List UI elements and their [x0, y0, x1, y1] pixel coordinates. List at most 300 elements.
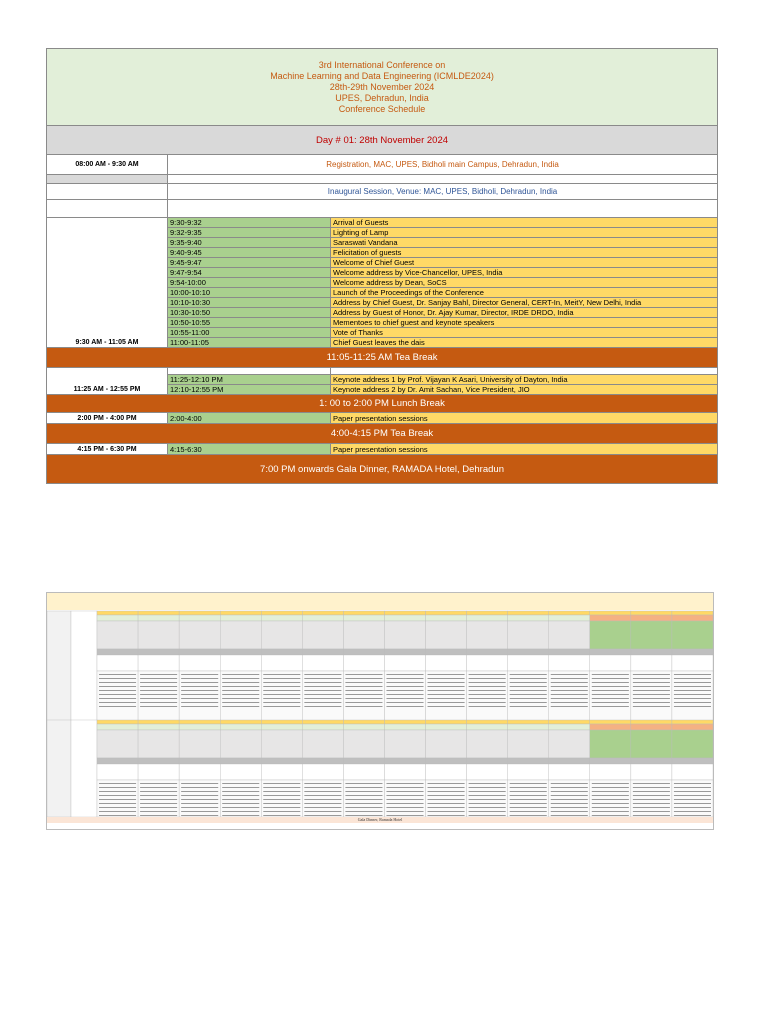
paper-session-1-time: 2:00 PM - 4:00 PM: [47, 413, 168, 424]
mini-paper-id: [99, 803, 136, 804]
mini-paper-id: [469, 686, 506, 687]
mini-paper-id: [140, 787, 177, 788]
mini-room-block: [549, 621, 590, 649]
mini-blank-row: [220, 764, 261, 780]
keynote-time: 11:25 AM - 12:55 PM: [47, 368, 168, 395]
registration-text: Registration, MAC, UPES, Bidholi main Campus, Dehradun, India: [168, 155, 718, 175]
mini-blank-row: [343, 655, 384, 671]
mini-chair-row: [508, 615, 549, 621]
mini-paper-id: [510, 783, 547, 784]
mini-paper-id: [345, 702, 382, 703]
mini-session-head: [261, 720, 302, 724]
mini-blank-row: [590, 655, 631, 671]
mini-chair-row: [631, 724, 672, 730]
mini-session-head: [220, 720, 261, 724]
mini-paper-id: [181, 694, 218, 695]
mini-session-head: [97, 611, 138, 615]
mini-paper-id: [304, 787, 341, 788]
mini-session-head: [343, 720, 384, 724]
mini-paper-id: [386, 783, 423, 784]
mini-paper-id: [674, 698, 711, 699]
mini-room-row: [220, 649, 261, 655]
mini-paper-id: [633, 815, 670, 816]
mini-room-row: [97, 649, 138, 655]
mini-chair-row: [220, 724, 261, 730]
mini-paper-id: [140, 799, 177, 800]
mini-chair-row: [590, 615, 631, 621]
mini-paper-id: [222, 686, 259, 687]
mini-room-block: [508, 621, 549, 649]
paper-session-1-activity: Paper presentation sessions: [331, 413, 718, 424]
mini-paper-id: [469, 702, 506, 703]
mini-paper-id: [304, 783, 341, 784]
mini-room-block: [343, 621, 384, 649]
mini-room-block: [138, 621, 179, 649]
mini-paper-id: [633, 787, 670, 788]
mini-paper-id: [263, 682, 300, 683]
mini-paper-id: [140, 706, 177, 707]
mini-paper-id: [345, 787, 382, 788]
inaugural-activity: Address by Chief Guest, Dr. Sanjay Bahl, Director General, CERT-In, MeitY, New Delhi, India: [331, 298, 718, 308]
mini-paper-id: [674, 690, 711, 691]
mini-paper-id: [140, 807, 177, 808]
mini-paper-id: [551, 783, 588, 784]
mini-paper-id: [592, 807, 629, 808]
mini-page-gala: Gala Dinner, Ramada Hotel: [47, 817, 713, 823]
mini-paper-id: [428, 706, 465, 707]
mini-paper-id: [263, 694, 300, 695]
mini-paper-id: [469, 803, 506, 804]
inaugural-slot: 9:54-10:00: [168, 278, 331, 288]
mini-paper-id: [345, 706, 382, 707]
mini-paper-id: [304, 702, 341, 703]
mini-session-head: [590, 611, 631, 615]
mini-session-head: [426, 611, 467, 615]
spacer-cell: [47, 200, 168, 218]
inaugural-activity: Saraswati Vandana: [331, 238, 718, 248]
mini-blank-row: [426, 764, 467, 780]
paper-session-2-slot: 4:15-6:30: [168, 444, 331, 455]
mini-paper-id: [345, 807, 382, 808]
mini-paper-id: [674, 803, 711, 804]
inaugural-time: 9:30 AM - 11:05 AM: [47, 218, 168, 348]
mini-paper-id: [674, 694, 711, 695]
header-line-5: Conference Schedule: [338, 103, 426, 114]
mini-paper-id: [222, 674, 259, 675]
mini-paper-id: [140, 815, 177, 816]
mini-paper-id: [222, 698, 259, 699]
mini-time-col: [47, 611, 71, 721]
mini-blank-row: [138, 655, 179, 671]
mini-paper-id: [99, 799, 136, 800]
mini-paper-id: [674, 811, 711, 812]
mini-paper-id: [592, 678, 629, 679]
mini-paper-id: [428, 803, 465, 804]
mini-paper-id: [263, 674, 300, 675]
mini-paper-id: [99, 815, 136, 816]
lunch-break: 1: 00 to 2:00 PM Lunch Break: [47, 395, 718, 413]
mini-paper-id: [263, 678, 300, 679]
mini-room-block: [261, 621, 302, 649]
mini-paper-id: [633, 694, 670, 695]
paper-session-2-time: 4:15 PM - 6:30 PM: [47, 444, 168, 455]
mini-paper-id: [263, 686, 300, 687]
inaugural-activity: Lighting of Lamp: [331, 228, 718, 238]
mini-label-col: [71, 611, 97, 721]
mini-paper-id: [428, 783, 465, 784]
mini-paper-id: [99, 807, 136, 808]
paper-session-2-activity: Paper presentation sessions: [331, 444, 718, 455]
mini-session-head: [631, 720, 672, 724]
mini-label-col: [71, 720, 97, 817]
mini-paper-id: [263, 803, 300, 804]
mini-paper-id: [386, 807, 423, 808]
inaugural-slot: 10:30-10:50: [168, 308, 331, 318]
mini-chair-row: [343, 724, 384, 730]
mini-paper-id: [304, 791, 341, 792]
mini-room-row: [631, 649, 672, 655]
mini-room-row: [343, 649, 384, 655]
mini-paper-id: [263, 783, 300, 784]
mini-blank-row: [261, 655, 302, 671]
mini-blank-row: [97, 764, 138, 780]
mini-paper-id: [181, 799, 218, 800]
mini-chair-row: [384, 724, 425, 730]
mini-session-head: [549, 720, 590, 724]
mini-paper-id: [181, 674, 218, 675]
mini-paper-id: [428, 799, 465, 800]
mini-paper-id: [551, 698, 588, 699]
mini-paper-id: [222, 795, 259, 796]
mini-chair-row: [97, 724, 138, 730]
mini-paper-id: [469, 690, 506, 691]
mini-paper-id: [551, 694, 588, 695]
mini-room-block: [302, 730, 343, 758]
mini-room-row: [261, 649, 302, 655]
mini-paper-id: [304, 678, 341, 679]
mini-session-head: [302, 720, 343, 724]
mini-chair-row: [467, 724, 508, 730]
mini-paper-id: [428, 702, 465, 703]
mini-paper-id: [633, 686, 670, 687]
inaugural-slot: 10:50-10:55: [168, 318, 331, 328]
mini-paper-id: [181, 783, 218, 784]
inaugural-activity: Address by Guest of Honor, Dr. Ajay Kumar, Director, IRDE DRDO, India: [331, 308, 718, 318]
mini-paper-id: [345, 791, 382, 792]
mini-paper-id: [510, 698, 547, 699]
mini-paper-id: [140, 783, 177, 784]
inaugural-slot: 10:10-10:30: [168, 298, 331, 308]
mini-chair-row: [261, 615, 302, 621]
header-line-3: 28th-29th November 2024: [329, 81, 435, 92]
mini-paper-id: [140, 686, 177, 687]
mini-paper-id: [428, 787, 465, 788]
mini-room-row: [302, 649, 343, 655]
mini-blank-row: [631, 764, 672, 780]
inaugural-slot: 9:30-9:32: [168, 218, 331, 228]
mini-paper-id: [674, 795, 711, 796]
mini-room-row: [426, 649, 467, 655]
spacer-cell: [168, 368, 331, 375]
mini-blank-row: [672, 655, 713, 671]
inaugural-activity: Welcome of Chief Guest: [331, 258, 718, 268]
mini-paper-id: [345, 811, 382, 812]
mini-paper-id: [674, 783, 711, 784]
mini-paper-id: [428, 678, 465, 679]
mini-paper-id: [222, 690, 259, 691]
mini-paper-id: [469, 799, 506, 800]
mini-paper-id: [551, 791, 588, 792]
mini-chair-row: [631, 615, 672, 621]
mini-paper-id: [304, 811, 341, 812]
mini-paper-id: [592, 698, 629, 699]
mini-blank-row: [508, 655, 549, 671]
mini-paper-id: [263, 791, 300, 792]
mini-blank-row: [672, 764, 713, 780]
mini-paper-id: [140, 690, 177, 691]
mini-chair-row: [549, 615, 590, 621]
mini-paper-id: [633, 799, 670, 800]
mini-paper-id: [386, 674, 423, 675]
mini-paper-id: [263, 807, 300, 808]
mini-paper-id: [551, 811, 588, 812]
mini-paper-id: [428, 690, 465, 691]
keynote-activity: Keynote address 2 by Dr. Amit Sachan, Vice President, JIO: [331, 385, 718, 395]
mini-paper-id: [181, 706, 218, 707]
mini-blank-row: [179, 655, 220, 671]
mini-paper-id: [222, 678, 259, 679]
mini-paper-id: [551, 815, 588, 816]
mini-blank-row: [631, 655, 672, 671]
mini-blank-row: [261, 764, 302, 780]
mini-blank-row: [343, 764, 384, 780]
mini-chair-row: [590, 724, 631, 730]
mini-paper-id: [304, 815, 341, 816]
mini-room-row: [138, 649, 179, 655]
mini-paper-id: [469, 694, 506, 695]
mini-session-head: [508, 720, 549, 724]
mini-paper-id: [99, 690, 136, 691]
mini-paper-id: [99, 686, 136, 687]
mini-room-row: [426, 758, 467, 764]
mini-paper-id: [633, 678, 670, 679]
mini-paper-id: [304, 686, 341, 687]
mini-paper-id: [428, 698, 465, 699]
mini-room-row: [467, 649, 508, 655]
mini-paper-id: [304, 698, 341, 699]
mini-paper-id: [510, 694, 547, 695]
mini-chair-row: [179, 724, 220, 730]
mini-paper-id: [428, 791, 465, 792]
inaugural-slot: 9:47-9:54: [168, 268, 331, 278]
mini-paper-id: [551, 787, 588, 788]
header-line-1: 3rd International Conference on: [318, 59, 446, 70]
mini-chair-row: [220, 615, 261, 621]
mini-paper-id: [181, 698, 218, 699]
mini-room-block: [590, 730, 631, 758]
mini-room-row: [549, 649, 590, 655]
mini-paper-id: [99, 787, 136, 788]
mini-room-block: [467, 621, 508, 649]
mini-paper-id: [469, 815, 506, 816]
mini-chair-row: [384, 615, 425, 621]
mini-room-block: [97, 621, 138, 649]
mini-chair-row: [467, 615, 508, 621]
mini-room-row: [467, 758, 508, 764]
mini-session-head: [138, 720, 179, 724]
mini-paper-id: [386, 815, 423, 816]
mini-paper-id: [633, 807, 670, 808]
mini-paper-id: [140, 678, 177, 679]
mini-paper-id: [181, 803, 218, 804]
mini-paper-id: [510, 690, 547, 691]
mini-paper-id: [674, 787, 711, 788]
mini-paper-id: [428, 686, 465, 687]
mini-paper-id: [428, 815, 465, 816]
mini-paper-id: [551, 702, 588, 703]
mini-paper-id: [592, 706, 629, 707]
mini-room-block: [590, 621, 631, 649]
mini-paper-id: [222, 791, 259, 792]
mini-paper-id: [140, 702, 177, 703]
mini-paper-id: [181, 690, 218, 691]
mini-room-row: [590, 649, 631, 655]
mini-paper-id: [386, 686, 423, 687]
mini-paper-id: [674, 815, 711, 816]
mini-paper-id: [345, 690, 382, 691]
mini-session-head: [672, 611, 713, 615]
mini-room-row: [672, 649, 713, 655]
mini-room-row: [590, 758, 631, 764]
mini-paper-id: [510, 682, 547, 683]
mini-blank-row: [426, 655, 467, 671]
mini-paper-id: [140, 803, 177, 804]
mini-paper-id: [469, 783, 506, 784]
spacer-cell: [168, 200, 718, 218]
mini-paper-id: [222, 815, 259, 816]
mini-paper-id: [222, 803, 259, 804]
paper-session-1-slot: 2:00-4:00: [168, 413, 331, 424]
mini-paper-id: [510, 815, 547, 816]
mini-paper-id: [633, 811, 670, 812]
mini-chair-row: [343, 615, 384, 621]
mini-paper-id: [551, 674, 588, 675]
mini-paper-id: [222, 811, 259, 812]
mini-paper-id: [469, 698, 506, 699]
mini-session-head: [179, 611, 220, 615]
mini-room-block: [384, 621, 425, 649]
mini-paper-id: [674, 791, 711, 792]
mini-paper-id: [345, 682, 382, 683]
mini-paper-id: [551, 690, 588, 691]
mini-paper-id: [510, 678, 547, 679]
mini-paper-id: [510, 674, 547, 675]
mini-paper-id: [181, 795, 218, 796]
mini-room-block: [508, 730, 549, 758]
mini-paper-id: [592, 674, 629, 675]
mini-paper-id: [140, 811, 177, 812]
mini-chair-row: [97, 615, 138, 621]
mini-session-head: [343, 611, 384, 615]
mini-blank-row: [467, 764, 508, 780]
mini-paper-id: [99, 702, 136, 703]
mini-paper-id: [510, 811, 547, 812]
mini-chair-row: [179, 615, 220, 621]
day-title: Day # 01: 28th November 2024: [47, 126, 718, 155]
mini-chair-row: [672, 724, 713, 730]
mini-room-block: [138, 730, 179, 758]
inaugural-session-title: Inaugural Session, Venue: MAC, UPES, Bidholi, Dehradun, India: [168, 184, 718, 200]
mini-paper-id: [386, 799, 423, 800]
mini-paper-id: [99, 678, 136, 679]
mini-paper-id: [181, 787, 218, 788]
spacer-cell: [331, 368, 718, 375]
mini-paper-id: [674, 674, 711, 675]
mini-chair-row: [672, 615, 713, 621]
mini-room-block: [179, 730, 220, 758]
inaugural-slot: 9:32-9:35: [168, 228, 331, 238]
mini-blank-row: [549, 655, 590, 671]
mini-paper-id: [222, 787, 259, 788]
mini-paper-id: [592, 694, 629, 695]
mini-room-row: [384, 758, 425, 764]
mini-paper-id: [181, 682, 218, 683]
mini-session-head: [467, 611, 508, 615]
mini-paper-id: [674, 682, 711, 683]
mini-room-block: [426, 730, 467, 758]
mini-paper-id: [428, 694, 465, 695]
mini-paper-id: [386, 702, 423, 703]
mini-paper-id: [222, 694, 259, 695]
mini-blank-row: [97, 655, 138, 671]
inaugural-activity: Launch of the Proceedings of the Conference: [331, 288, 718, 298]
mini-blank-row: [590, 764, 631, 780]
mini-paper-id: [674, 686, 711, 687]
mini-chair-row: [302, 615, 343, 621]
mini-paper-id: [633, 706, 670, 707]
mini-paper-id: [304, 807, 341, 808]
mini-paper-id: [592, 783, 629, 784]
mini-paper-id: [510, 702, 547, 703]
mini-blank-row: [384, 655, 425, 671]
mini-paper-id: [263, 706, 300, 707]
mini-paper-id: [386, 795, 423, 796]
mini-paper-id: [633, 795, 670, 796]
mini-session-head: [138, 611, 179, 615]
mini-paper-id: [674, 678, 711, 679]
mini-room-block: [220, 730, 261, 758]
mini-session-head: [590, 720, 631, 724]
mini-room-block: [549, 730, 590, 758]
keynote-activity: Keynote address 1 by Prof. Vijayan K Asari, University of Dayton, India: [331, 375, 718, 385]
mini-paper-id: [99, 795, 136, 796]
mini-paper-id: [181, 678, 218, 679]
mini-paper-id: [469, 674, 506, 675]
keynote-slot: 12:10-12:55 PM: [168, 385, 331, 395]
mini-paper-id: [99, 811, 136, 812]
mini-paper-id: [510, 791, 547, 792]
mini-paper-id: [592, 690, 629, 691]
mini-paper-id: [304, 795, 341, 796]
mini-paper-id: [428, 811, 465, 812]
mini-paper-id: [345, 678, 382, 679]
mini-room-block: [343, 730, 384, 758]
mini-paper-id: [181, 702, 218, 703]
mini-room-row: [508, 758, 549, 764]
mini-paper-id: [633, 690, 670, 691]
mini-chair-row: [426, 615, 467, 621]
mini-paper-id: [592, 686, 629, 687]
